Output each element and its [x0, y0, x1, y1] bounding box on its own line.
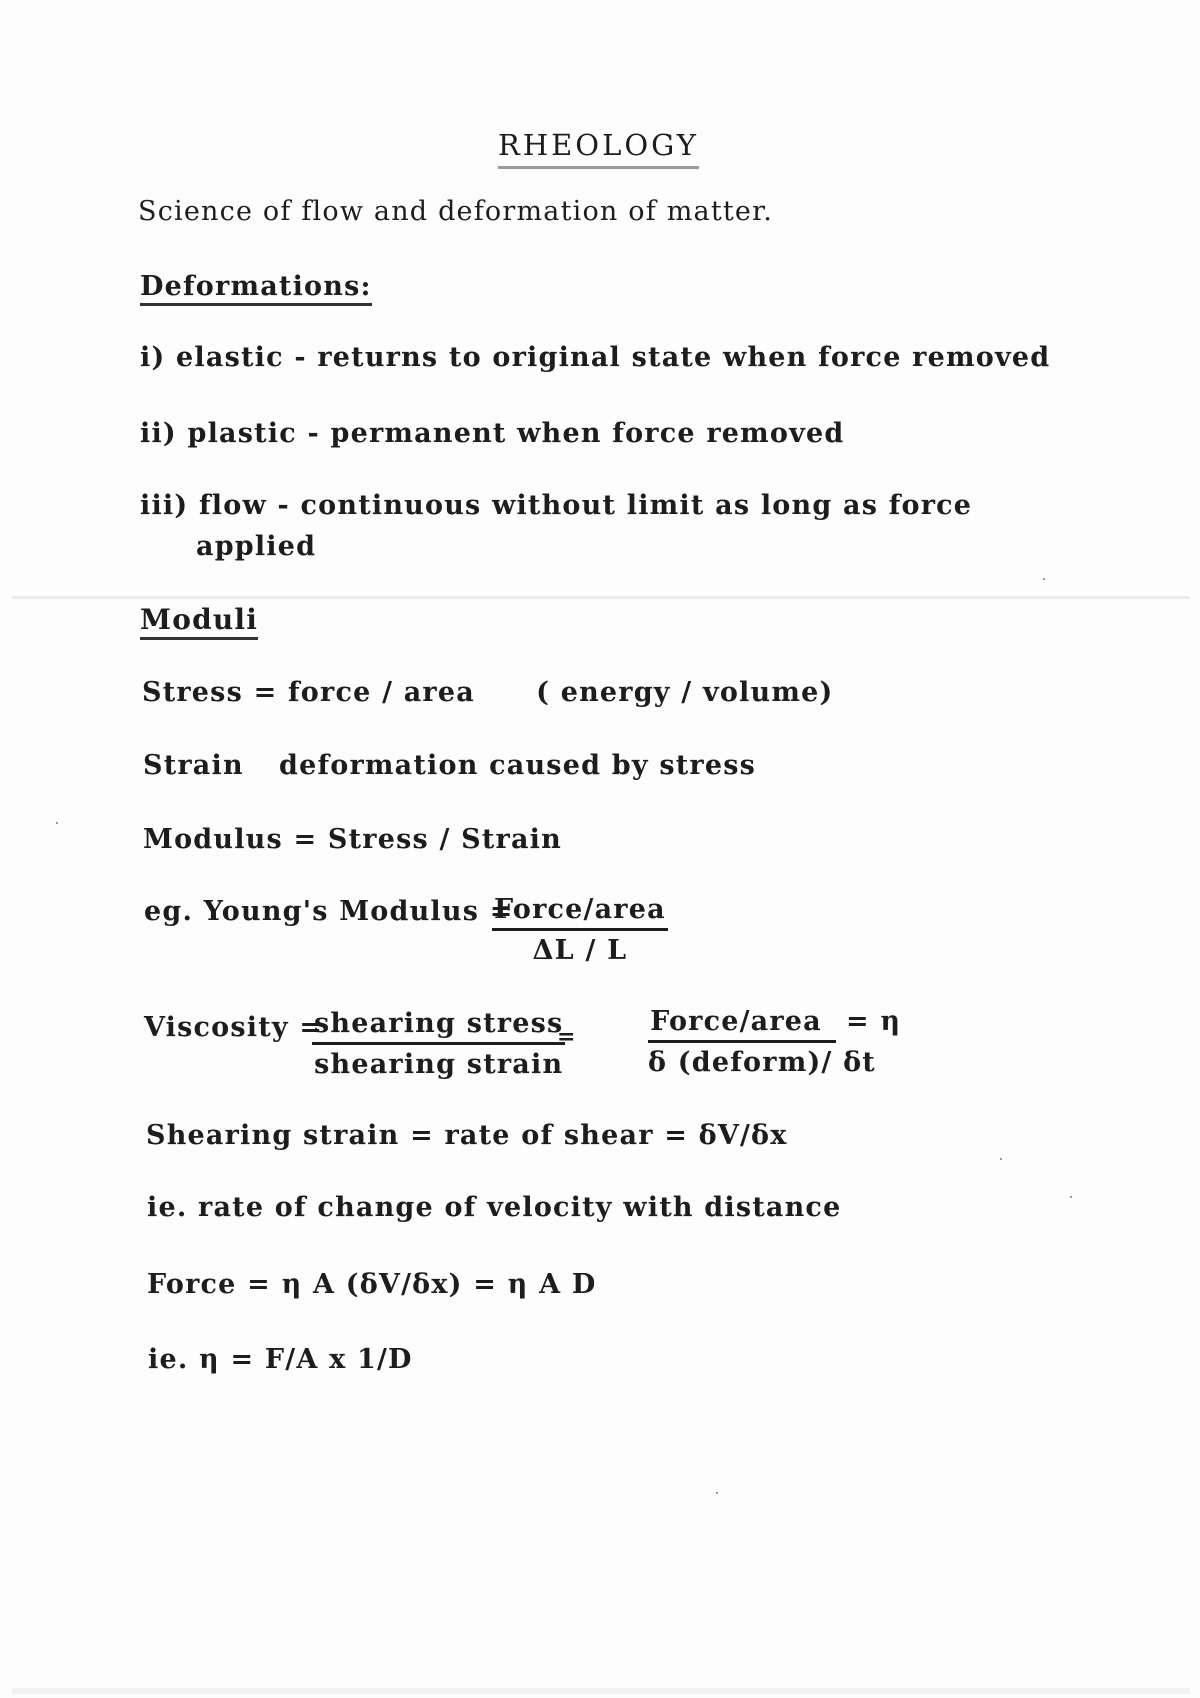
item-text: - permanent when force removed	[307, 418, 845, 449]
viscosity-equals: =	[557, 1024, 577, 1050]
stress-line	[142, 679, 833, 706]
scan-speck	[1000, 1158, 1002, 1160]
young-denominator: ΔL / L	[532, 935, 628, 966]
force-equation: Force = η A (δV/δx) = η A D	[147, 1269, 597, 1300]
item-text: - returns to original state when force removed	[294, 342, 1051, 373]
definition-text: Science of flow and deformation of matter.	[138, 196, 774, 227]
deformations-heading: Deformations:	[140, 273, 372, 306]
item-text: - continuous without limit as long as force	[277, 490, 973, 521]
deformation-item-flow	[140, 492, 972, 519]
modulus-definition: Modulus = Stress / Strain	[143, 824, 562, 855]
shearing-strain-definition: Shearing strain = rate of shear = δV/δx	[146, 1120, 788, 1151]
deformation-item-elastic	[140, 344, 1050, 371]
stress-definition: Stress = force / area	[142, 677, 475, 708]
young-numerator: Force/area	[492, 896, 668, 931]
young-modulus-label: eg. Young's Modulus =	[144, 896, 514, 927]
deformation-item-plastic	[140, 420, 844, 447]
scan-fold-line	[12, 596, 1190, 599]
scan-speck	[56, 822, 58, 824]
viscosity-result: = η	[846, 1006, 902, 1037]
scan-speck	[1070, 1196, 1072, 1198]
item-number: i)	[140, 342, 166, 373]
viscosity-denominator-1: shearing strain	[314, 1049, 564, 1080]
page-title: RHEOLOGY	[498, 128, 699, 169]
moduli-heading: Moduli	[140, 606, 258, 640]
scan-bottom-edge	[12, 1688, 1190, 1694]
strain-definition: deformation caused by stress	[279, 750, 757, 781]
strain-line	[143, 752, 756, 779]
young-modulus-fraction	[492, 896, 668, 964]
viscosity-fraction-1	[312, 1010, 565, 1078]
stress-note: ( energy / volume)	[536, 677, 834, 708]
viscosity-numerator-2: Force/area	[648, 1008, 836, 1043]
deformation-item-flow-continued: applied	[196, 531, 317, 562]
viscosity-fraction-2	[608, 1008, 876, 1076]
scan-speck	[1043, 578, 1045, 580]
item-number: ii)	[140, 418, 177, 449]
viscosity-numerator-1: shearing stress	[312, 1010, 565, 1045]
scan-speck	[716, 1492, 718, 1494]
item-name: flow	[198, 490, 267, 521]
eta-equation: ie. η = F/A x 1/D	[148, 1344, 413, 1375]
item-name: plastic	[187, 418, 297, 449]
strain-label: Strain	[143, 750, 244, 781]
viscosity-denominator-2: δ (deform)/ δt	[648, 1047, 876, 1078]
rate-of-change-note: ie. rate of change of velocity with distance	[147, 1192, 842, 1223]
viscosity-label: Viscosity =	[144, 1012, 324, 1043]
item-name: elastic	[176, 342, 284, 373]
item-number: iii)	[140, 490, 189, 521]
